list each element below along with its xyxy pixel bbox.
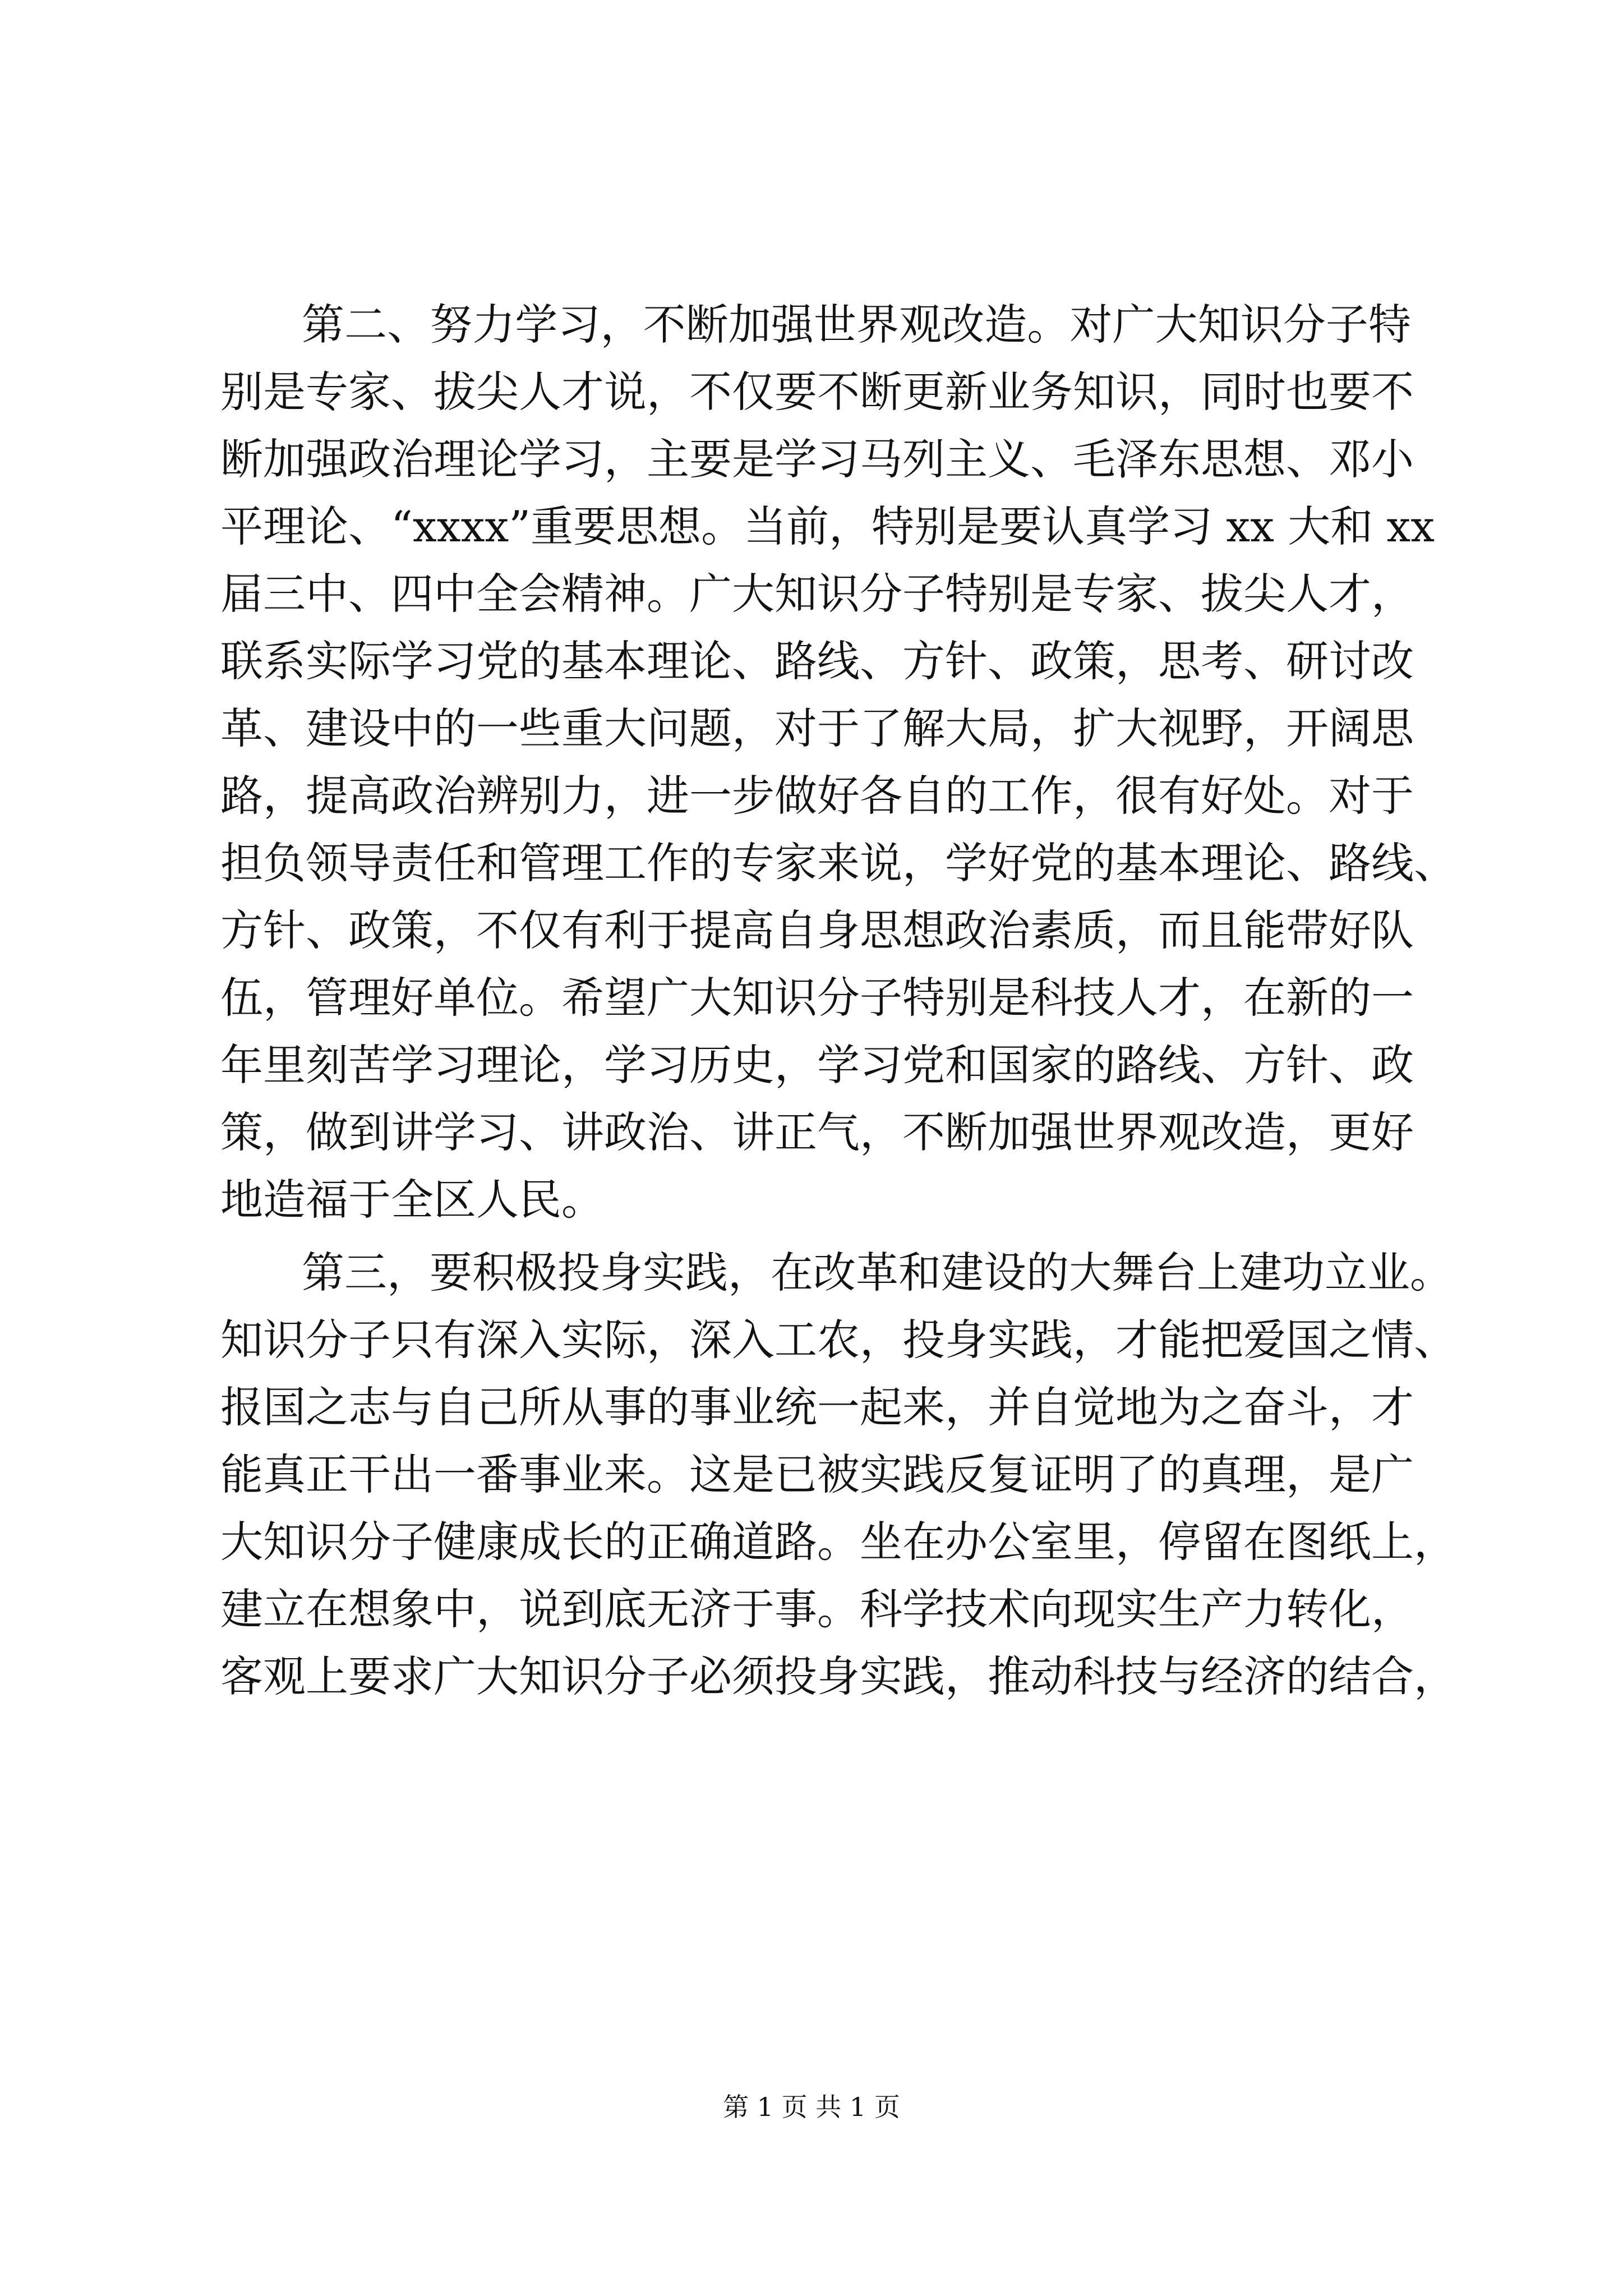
paragraph-2-line-7: 客观上要求广大知识分子必须投身实践，推动科技与经济的结合， (220, 1651, 1456, 1701)
paragraph-1-line-7: 革、建设中的一些重大问题，对于了解大局，扩大视野，开阔思 (220, 703, 1414, 753)
page-footer (0, 2090, 1623, 2124)
paragraph-1-line-13: 策，做到讲学习、讲政治、讲正气，不断加强世界观改造，更好 (220, 1107, 1414, 1157)
paragraph-2-line-6: 建立在想象中，说到底无济于事。科学技术向现实生产力转化， (220, 1584, 1414, 1634)
paragraph-1-line-1: 第二、努力学习，不断加强世界观改造。对广大知识分子特 (302, 300, 1411, 349)
paragraph-2-line-4: 能真正干出一番事业来。这是已被实践反复证明了的真理，是广 (220, 1450, 1414, 1499)
paragraph-1-line-3: 断加强政治理论学习，主要是学习马列主义、毛泽东思想、邓小 (220, 434, 1414, 484)
paragraph-1-line-12: 年里刻苦学习理论，学习历史，学习党和国家的路线、方针、政 (220, 1040, 1414, 1090)
page-number-label: 第 1 页 共 1 页 (723, 2092, 900, 2122)
paragraph-1-line-9: 担负领导责任和管理工作的专家来说，学好党的基本理论、路线、 (220, 838, 1456, 888)
paragraph-1-line-8: 路，提高政治辨别力，进一步做好各自的工作，很有好处。对于 (220, 771, 1414, 821)
paragraph-1-line-2: 别是专家、拔尖人才说，不仅要不断更新业务知识，同时也要不 (220, 367, 1414, 417)
paragraph-1-line-14: 地造福于全区人民。 (220, 1175, 604, 1225)
paragraph-2-line-2: 知识分子只有深入实际，深入工农，投身实践，才能把爱国之情、 (220, 1315, 1456, 1365)
paragraph-1-line-4: 平理论、“xxxx”重要思想。当前，特别是要认真学习 xx 大和 xx (220, 501, 1435, 551)
paragraph-2-line-3: 报国之志与自己所从事的事业统一起来，并自觉地为之奋斗，才 (220, 1382, 1414, 1432)
paragraph-1-line-6: 联系实际学习党的基本理论、路线、方针、政策，思考、研讨改 (220, 636, 1414, 686)
paragraph-2-line-5: 大知识分子健康成长的正确道路。坐在办公室里，停留在图纸上， (220, 1517, 1456, 1567)
paragraph-1-line-5: 届三中、四中全会精神。广大知识分子特别是专家、拔尖人才， (220, 569, 1414, 619)
paragraph-2-line-1: 第三，要积极投身实践，在改革和建设的大舞台上建功立业。 (302, 1248, 1453, 1297)
paragraph-1-line-11: 伍，管理好单位。希望广大知识分子特别是科技人才，在新的一 (220, 973, 1414, 1023)
paragraph-1-line-10: 方针、政策，不仅有利于提高自身思想政治素质，而且能带好队 (220, 905, 1414, 955)
